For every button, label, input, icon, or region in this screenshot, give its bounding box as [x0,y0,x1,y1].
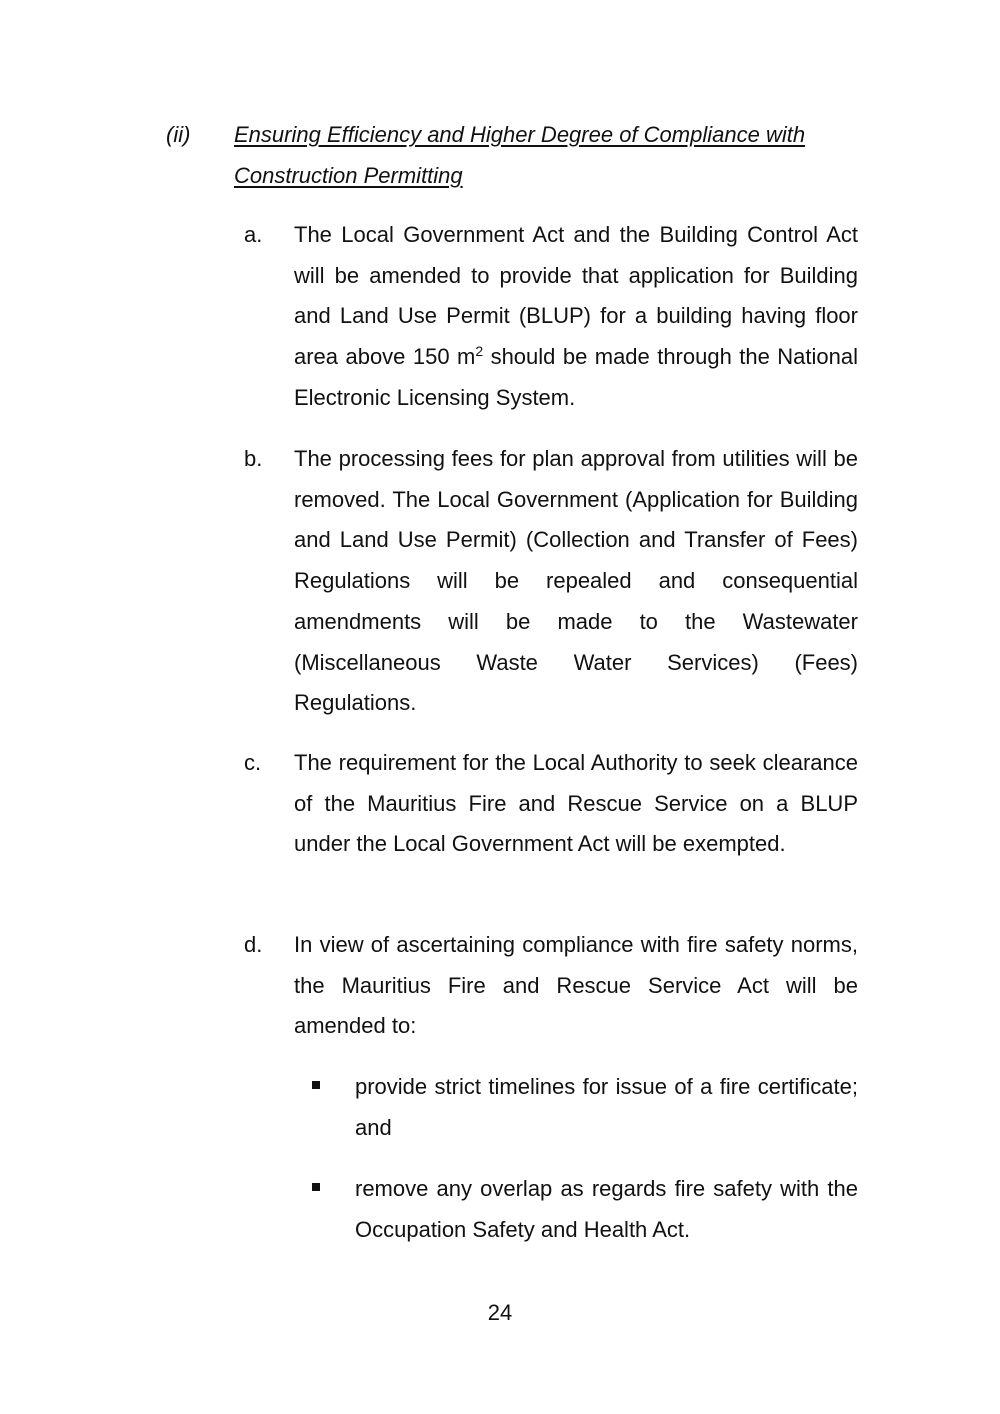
list-item-label: d. [244,932,263,957]
list-item-text: The processing fees for plan approval from utilities will be removed. The Local Government (Application for Building and Land Use Permit) (Collection and Transfer of Fees) Regulations will be repealed and consequential amendments will be made to the Wastewater (Miscellaneous Waste Water Services) (Fees) Regulations. [294,446,858,716]
list-item-label: c. [244,750,262,775]
list-item-text: The requirement for the Local Authority to seek clearance of the Mauritius Fire and Rescue Service on a BLUP under the Local Government Act will be exempted. [294,750,858,857]
list-item-text: In view of ascertaining compliance with fire safety norms, the Mauritius Fire and Rescue Service Act will be amended to: [294,932,858,1039]
list-item-label: b. [244,446,263,471]
section-title: Ensuring Efficiency and Higher Degree of Compliance with Construction Permitting [234,122,806,188]
page-number: 24 [487,1300,513,1325]
superscript: 2 [475,343,484,360]
bullet-text: remove any overlap as regards fire safety with the Occupation Safety and Health Act. [355,1176,858,1242]
square-bullet-icon [312,1183,320,1191]
bullet-text: provide strict timelines for issue of a fire certificate; and [355,1074,858,1140]
section-number: (ii) [166,122,191,147]
list-item-text: The Local Government Act and the Building Control Act will be amended to provide that application for Building and Land Use Permit (BLUP) for a building having floor area above 150 $m^2$ should be made through the National Electronic Licensing System. [294,222,859,410]
list-item-label: a. [244,222,263,247]
square-bullet-icon [312,1081,320,1089]
